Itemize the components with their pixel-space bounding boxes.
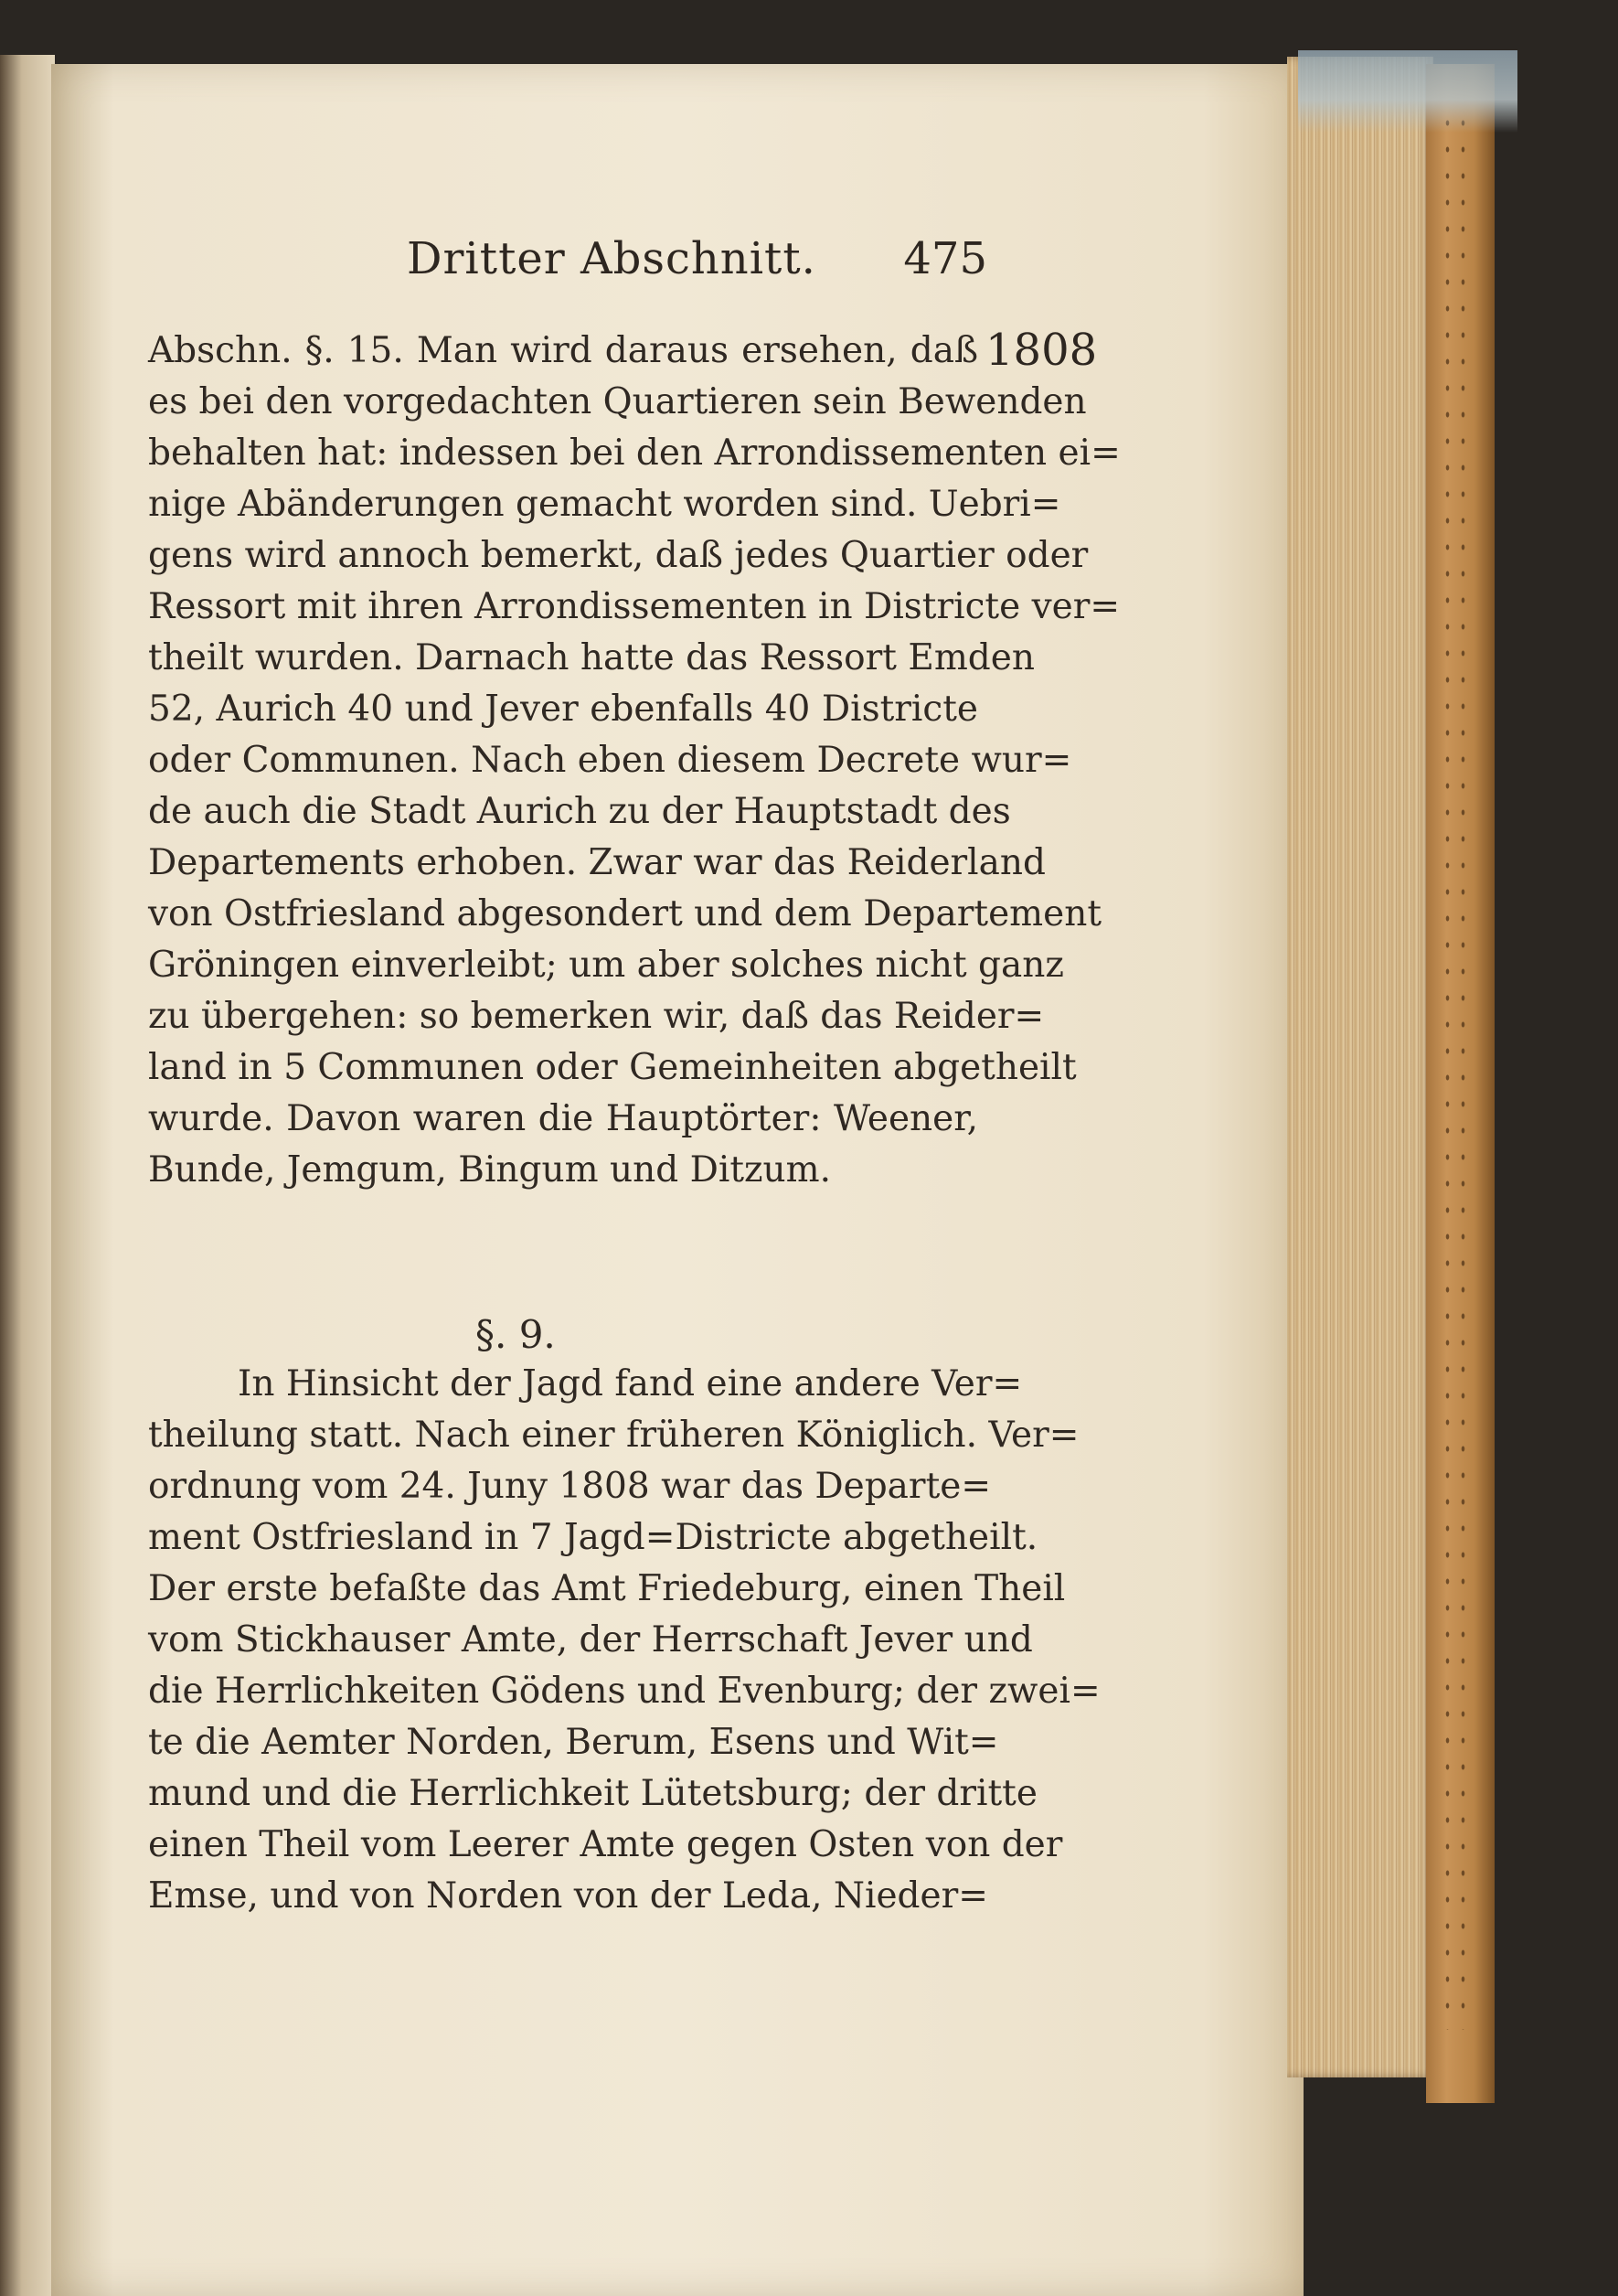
text-line: 52, Aurich 40 und Jever ebenfalls 40 Districte bbox=[148, 689, 978, 730]
text-line: behalten hat: indessen bei den Arrondissementen ei= bbox=[148, 433, 1121, 474]
text-line: Gröningen einverleibt; um aber solches nicht ganz bbox=[148, 945, 1064, 986]
text-line: theilung statt. Nach einer früheren Königlich. Ver= bbox=[148, 1415, 1080, 1456]
cover-top-wear bbox=[1298, 50, 1517, 133]
text-line: wurde. Davon waren die Hauptörter: Weener, bbox=[148, 1098, 978, 1139]
running-header bbox=[407, 233, 987, 306]
section-heading: §. 9. bbox=[475, 1312, 556, 1357]
page-number: 475 bbox=[903, 233, 987, 284]
text-line: de auch die Stadt Aurich zu der Hauptstadt des bbox=[148, 791, 1011, 832]
text-line: mund und die Herrlichkeit Lütetsburg; der dritte bbox=[148, 1773, 1038, 1814]
text-line: ordnung vom 24. Juny 1808 war das Departe= bbox=[148, 1466, 992, 1507]
text-line: die Herrlichkeiten Gödens und Evenburg; der zwei= bbox=[148, 1671, 1101, 1712]
text-line: Abschn. §. 15. Man wird daraus ersehen, daß bbox=[148, 330, 978, 371]
text-line: ment Ostfriesland in 7 Jagd=Districte abgetheilt. bbox=[148, 1517, 1038, 1558]
text-line: Emse, und von Norden von der Leda, Nieder= bbox=[148, 1875, 988, 1917]
running-title: Dritter Abschnitt. bbox=[407, 233, 816, 284]
text-line: Ressort mit ihren Arrondissementen in Districte ver= bbox=[148, 586, 1121, 627]
text-line: gens wird annoch bemerkt, daß jedes Quartier oder bbox=[148, 535, 1089, 576]
text-line: einen Theil vom Leerer Amte gegen Osten von der bbox=[148, 1824, 1063, 1865]
page-block-edges bbox=[1287, 57, 1433, 2077]
text-line: zu übergehen: so bemerken wir, daß das Reider= bbox=[148, 996, 1045, 1037]
text-line: Bunde, Jemgum, Bingum und Ditzum. bbox=[148, 1149, 832, 1191]
text-line: In Hinsicht der Jagd fand eine andere Ver= bbox=[238, 1363, 1023, 1404]
cover-foxing bbox=[1440, 110, 1476, 2030]
text-line: te die Aemter Norden, Berum, Esens und Wit= bbox=[148, 1722, 999, 1763]
text-line: von Ostfriesland abgesondert und dem Departement bbox=[148, 893, 1102, 934]
text-line: oder Communen. Nach eben diesem Decrete wur= bbox=[148, 740, 1072, 781]
text-line: es bei den vorgedachten Quartieren sein Bewenden bbox=[148, 381, 1087, 422]
text-line: vom Stickhauser Amte, der Herrschaft Jever und bbox=[148, 1619, 1033, 1661]
text-line: Der erste befaßte das Amt Friedeburg, einen Theil bbox=[148, 1568, 1066, 1609]
margin-year-note: 1808 bbox=[985, 325, 1098, 376]
previous-page-edge bbox=[0, 55, 55, 2296]
text-line: nige Abänderungen gemacht worden sind. Uebri= bbox=[148, 484, 1061, 525]
text-line: theilt wurden. Darnach hatte das Ressort Emden bbox=[148, 637, 1035, 678]
text-line: land in 5 Communen oder Gemeinheiten abgetheilt bbox=[148, 1047, 1077, 1088]
text-line: Departements erhoben. Zwar war das Reiderland bbox=[148, 842, 1046, 883]
